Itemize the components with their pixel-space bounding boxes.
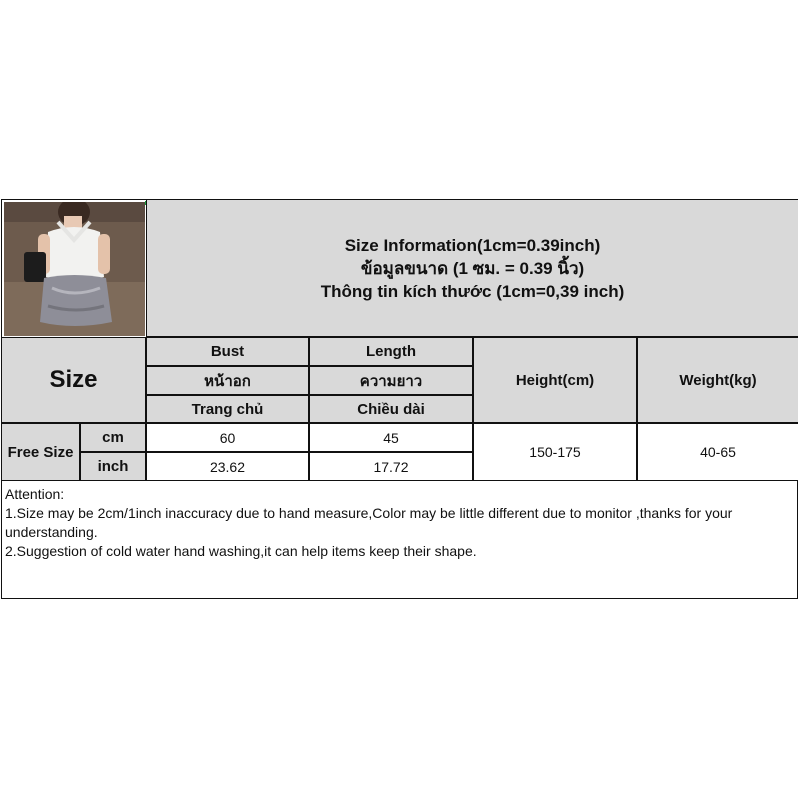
title-line-vietnamese: Thông tin kích thước (1cm=0,39 inch) (320, 281, 625, 301)
bust-inch-value: 23.62 (146, 452, 309, 481)
bust-cm-value: 60 (146, 423, 309, 452)
model-illustration (4, 202, 145, 336)
length-header-vi: Chiều dài (309, 395, 473, 423)
title-line-english: Size Information(1cm=0.39inch) (344, 235, 601, 255)
bust-header-vi: Trang chủ (146, 395, 309, 423)
weight-value: 40-65 (637, 423, 798, 481)
length-inch-value: 17.72 (309, 452, 473, 481)
bust-header-th: หน้าอก (146, 366, 309, 395)
unit-cm: cm (80, 423, 146, 452)
size-chart (1, 199, 798, 599)
weight-header: Weight(kg) (637, 337, 798, 423)
attention-heading: Attention: (5, 486, 65, 502)
attention-note-1: 1.Size may be 2cm/1inch inaccuracy due to hand measure,Color may be little different due to monitor ,thanks for your understanding. (5, 505, 733, 540)
height-value: 150-175 (473, 423, 637, 481)
unit-inch: inch (80, 452, 146, 481)
size-label: Size (2, 337, 146, 423)
free-size-label: Free Size (2, 423, 80, 481)
length-header-en: Length (309, 337, 473, 366)
attention-notes (5, 485, 797, 561)
height-header: Height(cm) (473, 337, 637, 423)
length-header-th: ความยาว (309, 366, 473, 395)
title-line-thai: ข้อมูลขนาด (1 ซม. = 0.39 นิ้ว) (360, 258, 585, 278)
length-cm-value: 45 (309, 423, 473, 452)
title-block (146, 200, 798, 337)
product-photo (4, 202, 145, 336)
bust-header-en: Bust (146, 337, 309, 366)
attention-note-2: 2.Suggestion of cold water hand washing,it can help items keep their shape. (5, 543, 477, 559)
